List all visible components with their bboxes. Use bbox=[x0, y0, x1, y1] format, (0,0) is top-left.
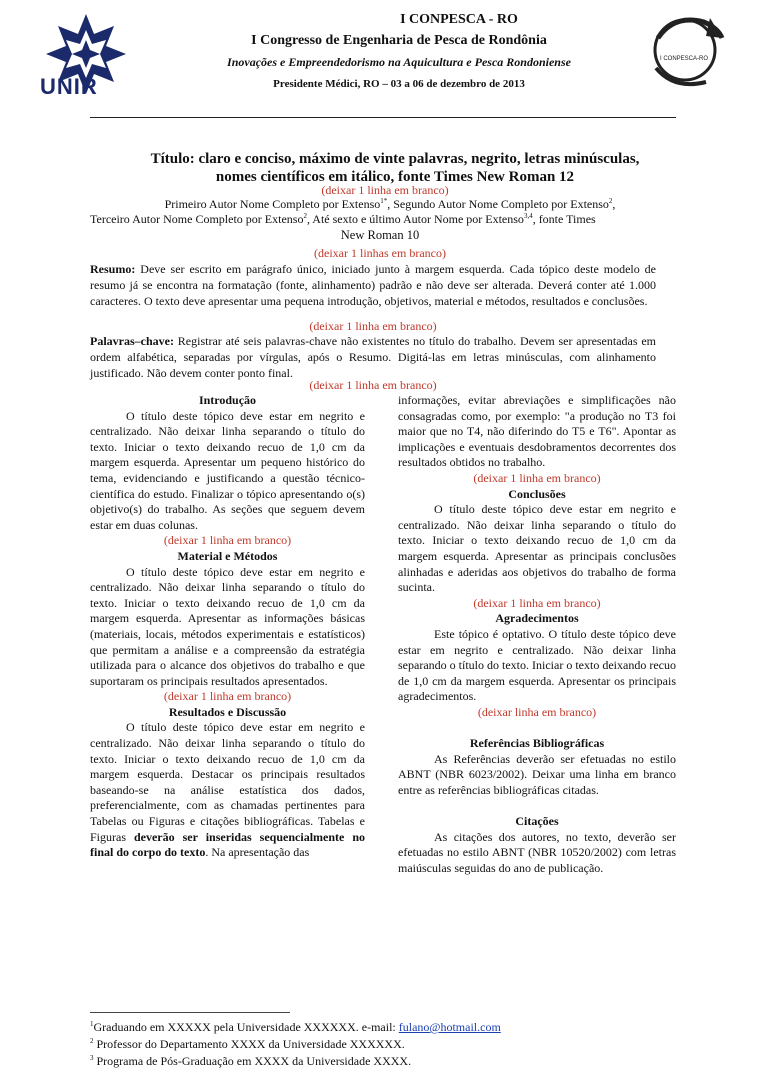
spacer bbox=[398, 798, 676, 814]
author-name: Primeiro Autor Nome Completo por Extenso bbox=[164, 197, 381, 211]
blank-line-note: (deixar linha em branco) bbox=[477, 704, 597, 719]
acknowledgements-heading: Agradecimentos bbox=[495, 611, 579, 626]
footnote-num: 2 bbox=[90, 1037, 94, 1045]
author-sup: 3,4 bbox=[523, 212, 533, 220]
footnote-1 bbox=[90, 1020, 501, 1035]
blank-line-note: (deixar 1 linha em branco) bbox=[309, 319, 437, 333]
results-text-bold: deverão ser inseridas sequencialmente no final do corpo do texto bbox=[90, 829, 365, 860]
author-name: Terceiro Autor Nome Completo por Extenso bbox=[90, 212, 304, 226]
author-note: , fonte Times bbox=[532, 212, 596, 226]
references-text: As Referências deverão ser efetuadas no estilo ABNT (NBR 6023/2002). Deixar uma linha em branco entre as referências bibliográficas citadas. bbox=[398, 751, 676, 797]
results-text bbox=[90, 720, 365, 860]
methods-heading: Material e Métodos bbox=[177, 548, 278, 563]
footnote-text: Professor do Departamento XXXX da Universidade XXXXXX. bbox=[93, 1037, 405, 1051]
conclusions-heading: Conclusões bbox=[508, 486, 566, 501]
blank-line-note: (deixar 1 linha em branco) bbox=[309, 378, 437, 392]
author-sup: 2 bbox=[608, 197, 613, 205]
blank-line-note: (deixar 1 linha em branco) bbox=[163, 689, 292, 704]
paper-title-line2: nomes científicos em itálico, fonte Times New Roman 12 bbox=[215, 169, 575, 185]
unir-logo-text: UNIR bbox=[40, 74, 98, 99]
intro-heading: Introdução bbox=[198, 393, 257, 407]
keywords-label: Palavras–chave: bbox=[90, 334, 174, 348]
results-text-part: . Na apresentação das bbox=[205, 845, 310, 860]
left-column bbox=[90, 393, 365, 861]
authors-line2 bbox=[90, 212, 690, 227]
results-continued: informações, evitar abreviações e simplificações não consagradas como, por exemplo: "a produção no T3 foi maior que no T4, não diferindo do T5 e T6". Apontar as implicações e eventuais desdobramentos decorrentes dos resultados obtidos no trabalho. bbox=[398, 393, 676, 470]
event-theme: Inovações e Empreendedorismo na Aquicultura e Pesca Rondoniense bbox=[227, 55, 571, 69]
blank-line-note: (deixar 1 linhas em branco) bbox=[314, 246, 446, 260]
methods-text: O título deste tópico deve estar em negrito e centralizado. Não deixar linha separando o título do texto. Iniciar o texto deixando recuo de 1,0 cm da margem esquerda. Apresentar as informações básicas (materiais, locais, métodos experimentais e estatísticos) que permitam a análise e a compreensão da estratégia utilizada para o alcance dos objetivos do trabalho e que suportaram os principais resultados apresentados. bbox=[90, 564, 365, 688]
keywords bbox=[90, 333, 656, 381]
author-sup: 1* bbox=[380, 197, 388, 205]
footnote-text: Programa de Pós-Graduação em XXXX da Universidade XXXX. bbox=[93, 1054, 412, 1068]
footnote-2 bbox=[90, 1037, 405, 1052]
acknowledgements-text: Este tópico é optativo. O título deste tópico deve estar em negrito e centralizado. Não deixar linha separando o título do texto. Iniciar o texto deixando recuo de 1,0 cm da margem esquerda. Apresentar os principais agradecimentos. bbox=[398, 626, 676, 704]
abstract-text: Deve ser escrito em parágrafo único, iniciado junto à margem esquerda. Cada tópico deste modelo de resumo já se encontra na formatação (fonte, alinhamento) padrão e não deve ser alterada. Deverá conter até 1.000 caracteres. O texto deve apresentar uma pequena introdução, objetivos, material e métodos, resultados e conclusões. bbox=[90, 262, 657, 308]
email-link[interactable]: fulano@hotmail.com bbox=[398, 1020, 501, 1034]
conclusions-text: O título deste tópico deve estar em negrito e centralizado. Não deixar linha separando o título do texto. Iniciar o texto deixando recuo de 1,0 cm da margem esquerda. Apresentar as principais conclusões alinhadas e aderidas aos objetivos do trabalho de forma sucinta. bbox=[398, 502, 676, 595]
event-location-date: Presidente Médici, RO – 03 a 06 de dezembro de 2013 bbox=[273, 78, 525, 90]
abstract bbox=[90, 261, 656, 309]
right-column bbox=[398, 393, 676, 876]
citations-text: As citações dos autores, no texto, deverão ser efetuadas no estilo ABNT (NBR 10520/2002) com letras maiúsculas seguidas do ano de publicação. bbox=[398, 829, 676, 875]
author-name: , Segundo Autor Nome Completo por Extenso bbox=[387, 197, 609, 211]
footnote-num: 1 bbox=[90, 1020, 94, 1028]
results-text-part: O título deste tópico deve estar em negrito e centralizado. Não deixar linha separando o título do texto. Iniciar o texto deixando recuo de 1,0 cm da margem esquerda. Destacar os principais resultados baseando-se na análise estatística dos dados, preferencialmente, com as chamadas pertinentes para Tabelas ou Figuras e citações bibliográficas. Tabelas e Figuras bbox=[90, 720, 365, 844]
citations-heading: Citações bbox=[515, 814, 559, 829]
event-name: I Congresso de Engenharia de Pesca de Rondônia bbox=[251, 33, 547, 48]
footnote-3 bbox=[90, 1054, 411, 1069]
footnote-divider bbox=[90, 1012, 290, 1013]
blank-line-note: (deixar 1 linha em branco) bbox=[321, 183, 449, 197]
footnote-text: Graduando em XXXXX pela Universidade XXXXXX. e-mail: bbox=[93, 1020, 399, 1034]
blank-line-note: (deixar 1 linha em branco) bbox=[473, 595, 601, 610]
keywords-text: Registrar até seis palavras-chave não existentes no título do trabalho. Devem ser apresentadas em ordem alfabética, separadas por vírgulas, após o Resumo. Digitá-las em letras minúsculas, com alinhamento justificado. Não devem conter ponto final. bbox=[90, 334, 657, 380]
authors-line3: New Roman 10 bbox=[340, 228, 420, 242]
author-sep: , bbox=[612, 197, 616, 211]
blank-line-note: (deixar 1 linha em branco) bbox=[163, 533, 292, 548]
references-heading: Referências Bibliográficas bbox=[469, 736, 605, 751]
author-name: , Até sexto e último Autor Nome por Extenso bbox=[306, 212, 524, 226]
spacer bbox=[398, 720, 676, 736]
authors-line1 bbox=[90, 197, 690, 212]
abstract-label: Resumo: bbox=[90, 262, 136, 276]
paper-title-line1: Título: claro e conciso, máximo de vinte palavras, negrito, letras minúsculas, bbox=[150, 151, 640, 167]
intro-text: O título deste tópico deve estar em negrito e centralizado. Não deixar linha separando o título do texto. Iniciar o texto deixando recuo de 1,0 cm da margem esquerda. Apresentar um pequeno histórico do tema, evidenciando e justificando a questão técnico-científica do estudo. Finalizar o tópico apresentando o(s) objetivo(s) do trabalho. As seções que seguem devem estar em duas colunas. bbox=[90, 408, 365, 532]
author-sup: 2 bbox=[303, 212, 307, 220]
blank-line-note: (deixar 1 linha em branco) bbox=[473, 470, 601, 485]
results-heading: Resultados e Discussão bbox=[168, 704, 287, 719]
conpesca-logo-text: I CONPESCA-RO bbox=[660, 56, 709, 62]
footnote-num: 3 bbox=[90, 1054, 94, 1062]
event-acronym: I CONPESCA - RO bbox=[400, 12, 518, 27]
header-divider bbox=[90, 117, 676, 118]
